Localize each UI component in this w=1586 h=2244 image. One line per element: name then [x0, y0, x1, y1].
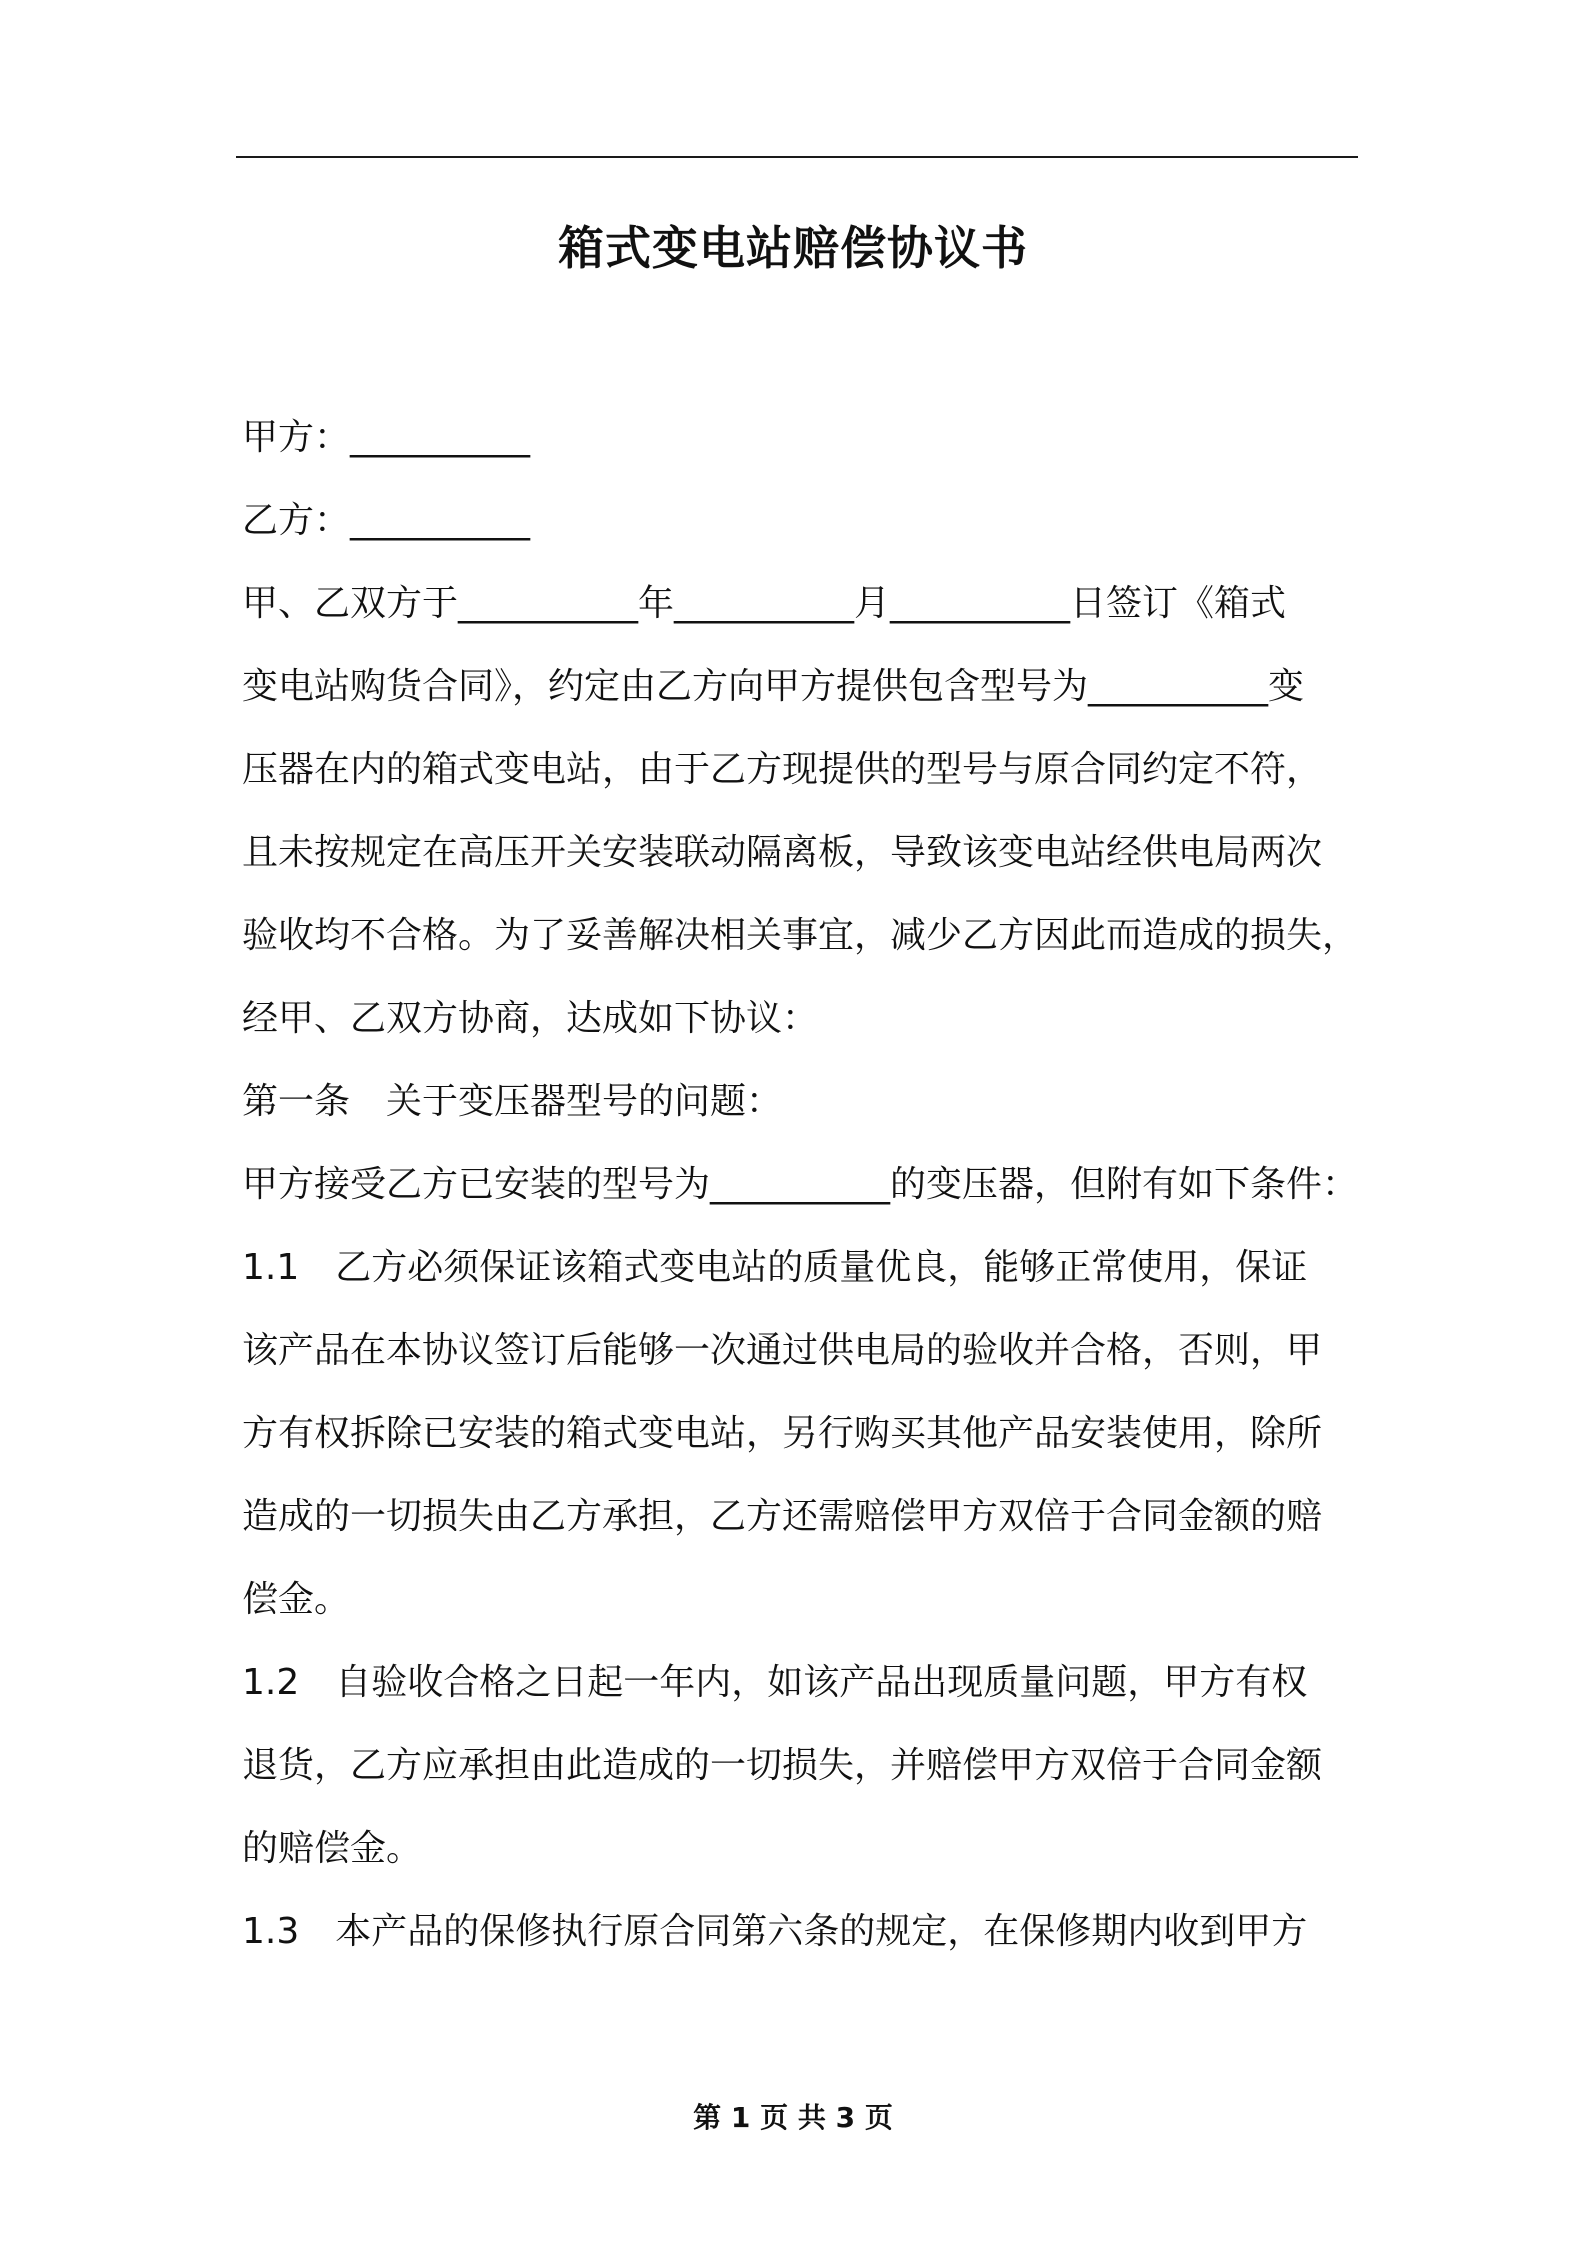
clause-1-2-line-2: 退货，乙方应承担由此造成的一切损失，并赔偿甲方双倍于合同金额 [242, 1745, 1323, 1786]
clause-1-2-line-1: 1.2 自验收合格之日起一年内，如该产品出现质量问题，甲方有权 [242, 1662, 1308, 1703]
party-b-line: 乙方：__________ [242, 500, 531, 541]
party-a-line: 甲方：__________ [242, 417, 531, 458]
document-title: 箱式变电站赔偿协议书 [558, 221, 1028, 275]
document-body [242, 396, 1362, 1973]
clause-1-1-line-5: 偿金。 [242, 1579, 351, 1620]
clause-1-1-line-4: 造成的一切损失由乙方承担，乙方还需赔偿甲方双倍于合同金额的赔 [242, 1496, 1323, 1537]
intro-line-6: 经甲、乙双方协商，达成如下协议： [242, 998, 819, 1039]
article-1-intro: 甲方接受乙方已安装的型号为__________的变压器，但附有如下条件： [242, 1164, 1359, 1205]
clause-1-1-line-3: 方有权拆除已安装的箱式变电站，另行购买其他产品安装使用，除所 [242, 1413, 1323, 1454]
article-1-heading: 第一条 关于变压器型号的问题： [242, 1081, 783, 1122]
header-rule [236, 156, 1358, 158]
clause-1-2-line-3: 的赔偿金。 [242, 1828, 423, 1869]
intro-line-1: 甲、乙双方于__________年__________月__________日签订《箱式 [242, 583, 1287, 624]
intro-line-4: 且未按规定在高压开关安装联动隔离板，导致该变电站经供电局两次 [242, 832, 1323, 873]
clause-1-1-line-1: 1.1 乙方必须保证该箱式变电站的质量优良，能够正常使用，保证 [242, 1247, 1308, 1288]
clause-1-1-line-2: 该产品在本协议签订后能够一次通过供电局的验收并合格，否则，甲 [242, 1330, 1323, 1371]
intro-line-3: 压器在内的箱式变电站，由于乙方现提供的型号与原合同约定不符， [242, 749, 1323, 790]
intro-line-2: 变电站购货合同》，约定由乙方向甲方提供包含型号为__________变 [242, 666, 1305, 707]
page-number-footer: 第 1 页 共 3 页 [693, 2101, 893, 2134]
intro-line-5: 验收均不合格。为了妥善解决相关事宜，减少乙方因此而造成的损失， [242, 915, 1359, 956]
clause-1-3-line-1: 1.3 本产品的保修执行原合同第六条的规定，在保修期内收到甲方 [242, 1911, 1308, 1952]
